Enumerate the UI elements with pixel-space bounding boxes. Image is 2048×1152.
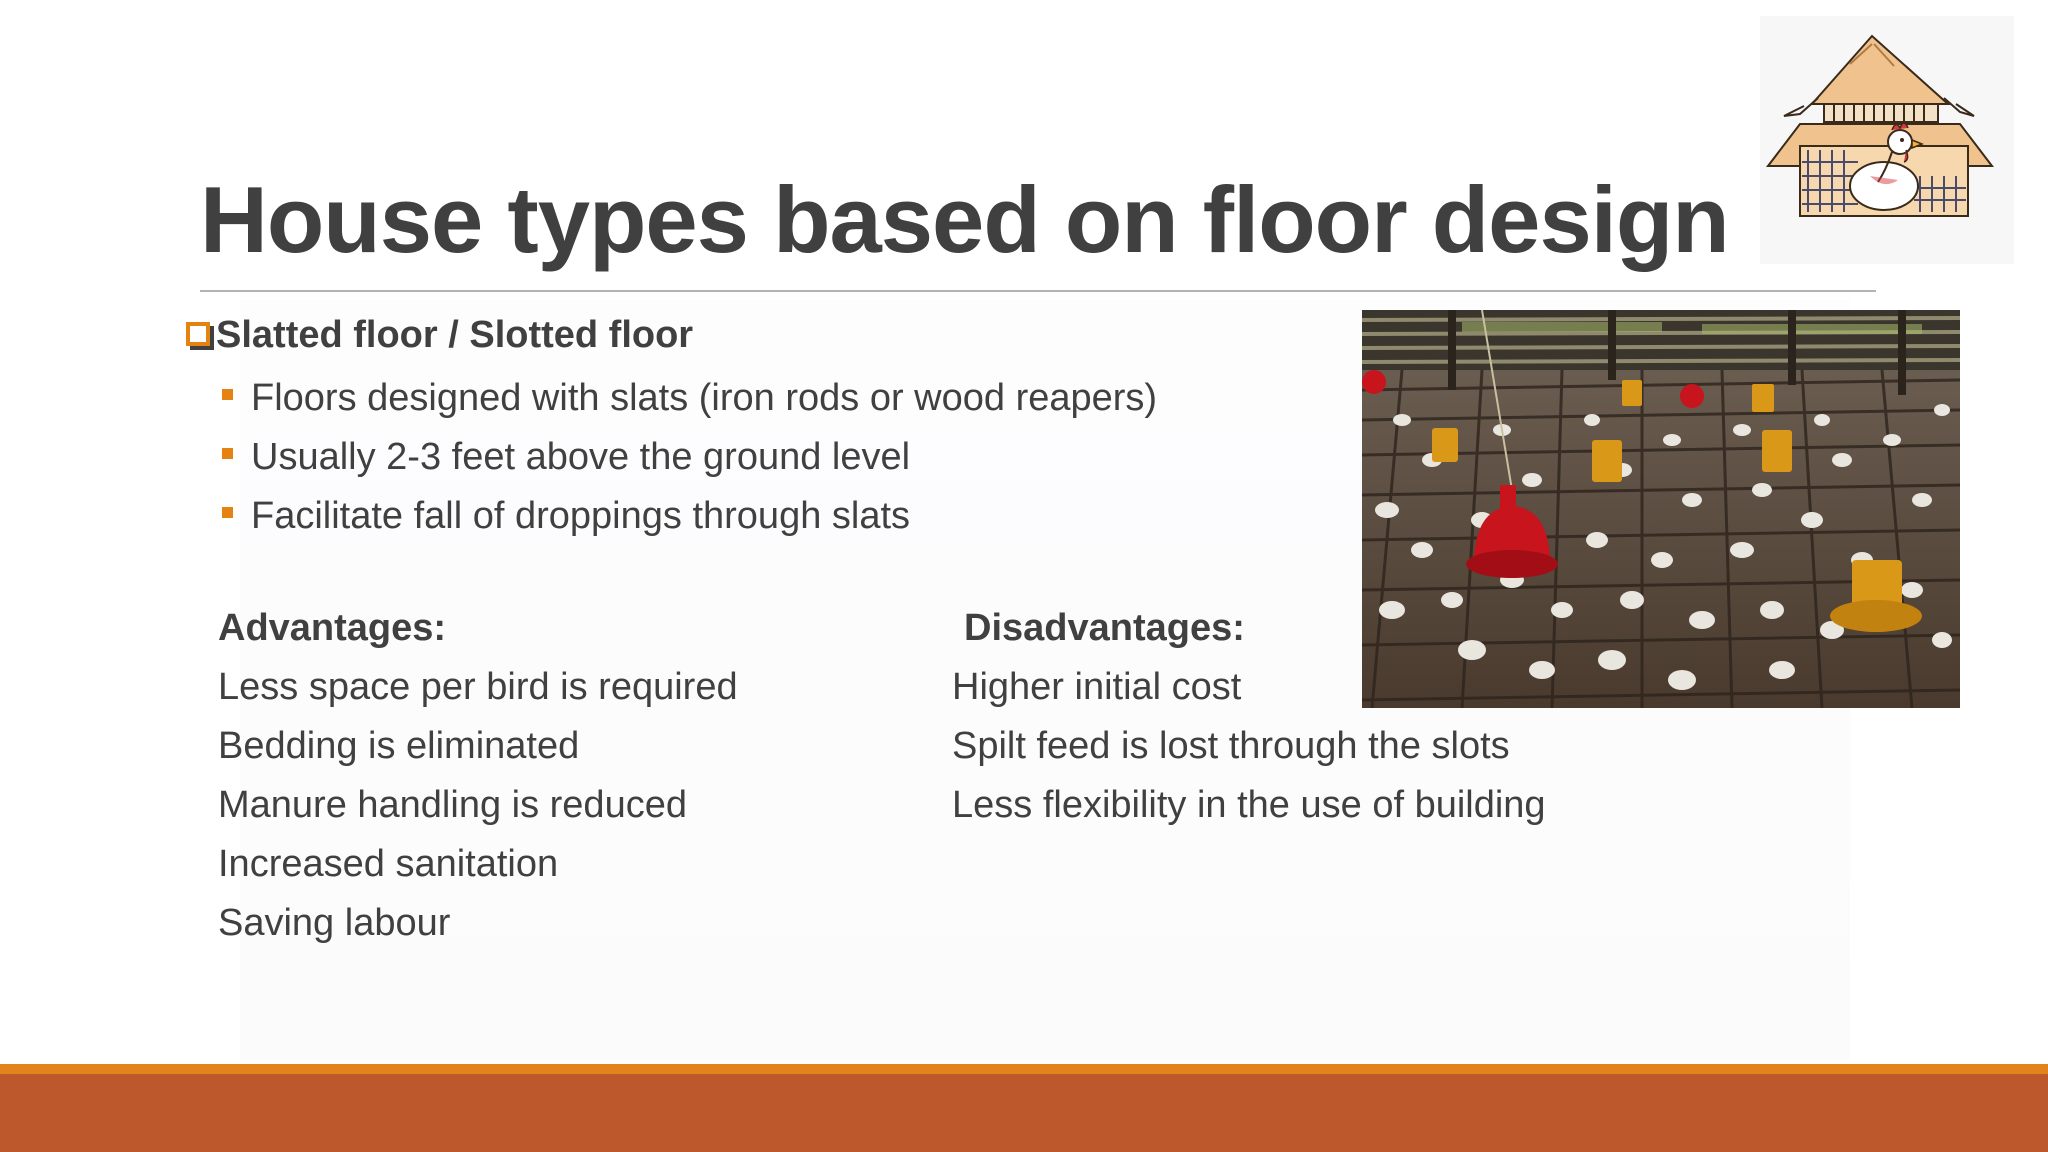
- title-divider: [200, 290, 1876, 292]
- advantage-item: Saving labour: [218, 902, 451, 944]
- list-item: [222, 427, 1157, 486]
- advantage-item: Bedding is eliminated: [218, 725, 580, 767]
- disadvantage-item: Higher initial cost: [952, 666, 1242, 708]
- slatted-floor-photo: [1362, 310, 1960, 708]
- section-heading: [186, 314, 693, 357]
- advantage-item: Increased sanitation: [218, 843, 559, 885]
- section-heading-text: Slatted floor / Slotted floor: [216, 314, 694, 356]
- bullet-text: Floors designed with slats (iron rods or wood reapers): [251, 376, 1158, 419]
- square-bullet-icon: [222, 507, 233, 518]
- disadvantage-item: Less flexibility in the use of building: [952, 784, 1546, 826]
- poultry-house-logo: [1760, 16, 2014, 264]
- advantage-item: Manure handling is reduced: [218, 784, 687, 826]
- square-bullet-icon: [222, 448, 233, 459]
- advantages-heading: Advantages:: [218, 607, 447, 649]
- bullet-text: Usually 2-3 feet above the ground level: [251, 435, 911, 478]
- footer-accent-stripe: [0, 1064, 2048, 1074]
- slide-title: House types based on floor design: [200, 167, 1729, 272]
- footer-band: [0, 1074, 2048, 1152]
- bullet-text: Facilitate fall of droppings through slats: [251, 494, 911, 537]
- bullet-list: [222, 368, 1157, 545]
- disadvantages-heading: Disadvantages:: [964, 607, 1245, 649]
- list-item: [222, 486, 1157, 545]
- hollow-square-bullet-icon: [186, 322, 210, 346]
- advantages-column: [218, 604, 738, 958]
- disadvantage-item: Spilt feed is lost through the slots: [952, 725, 1510, 767]
- advantage-item: Less space per bird is required: [218, 666, 738, 708]
- square-bullet-icon: [222, 389, 233, 400]
- list-item: [222, 368, 1157, 427]
